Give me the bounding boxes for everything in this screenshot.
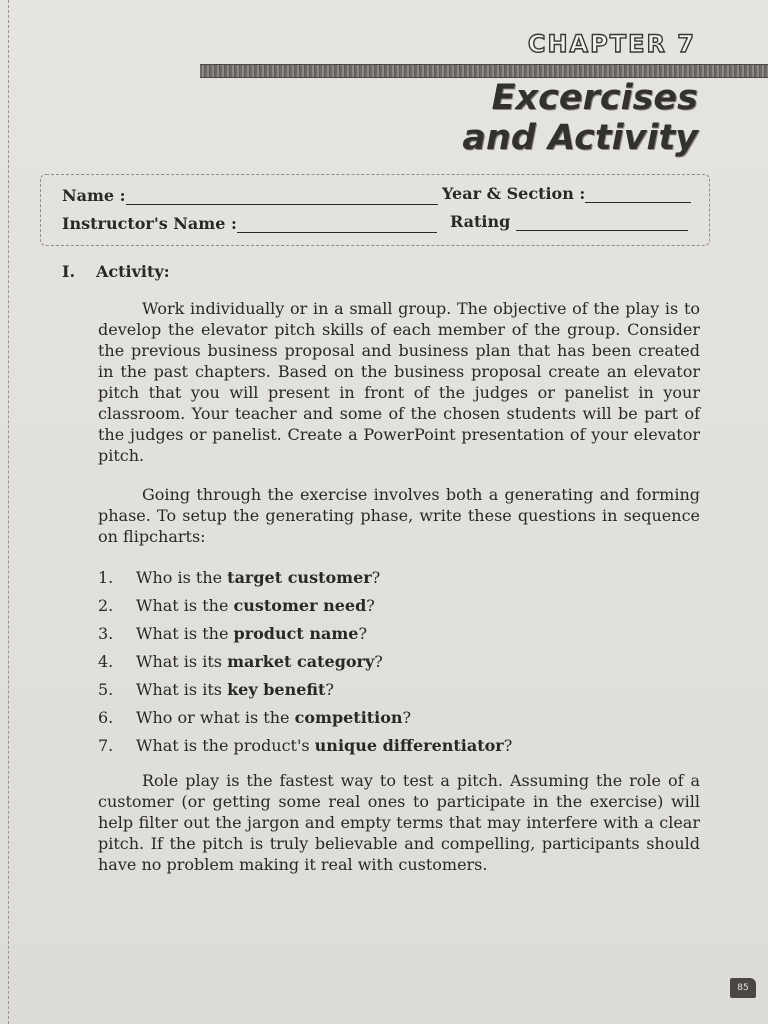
year-section-field xyxy=(442,184,691,203)
list-item: 6. Who or what is the competition? xyxy=(98,708,412,727)
list-item: 2. What is the customer need? xyxy=(98,596,375,615)
rating-field xyxy=(450,212,688,231)
title-decor-bar xyxy=(200,64,768,78)
title-line-1: Excercises xyxy=(491,78,698,118)
page-number: 85 xyxy=(730,978,756,998)
list-item: 3. What is the product name? xyxy=(98,624,368,643)
rating-blank xyxy=(516,216,688,231)
instructor-label: Instructor's Name : xyxy=(62,214,237,233)
paragraph-role-play: Role play is the fastest way to test a pitch. Assuming the role of a customer (or getting some real ones to participate in the exercise) will help filter out the jargon and empty terms that may interfere with a clear pitch. If the pitch is truly believable and compelling, participants should have no problem making it real with customers. xyxy=(98,771,700,874)
instructor-field xyxy=(62,214,437,233)
name-field xyxy=(62,186,438,205)
list-item: 1. Who is the target customer? xyxy=(98,568,381,587)
year-section-blank xyxy=(585,188,691,203)
list-item: 4. What is its market category? xyxy=(98,652,383,671)
list-item: 7. What is the product's unique differentiator? xyxy=(98,736,513,755)
paragraph-objective: Work individually or in a small group. The objective of the play is to develop the elevator pitch skills of each member of the group. Consider the previous business proposal and business plan that has been created in the past chapters. Based on the business proposal create an elevator pitch that you will present in front of the judges or panelist in your classroom. Your teacher and some of the chosen students will be part of the judges or panelist. Create a PowerPoint presentation of your elevator pitch. xyxy=(98,299,700,465)
chapter-label: CHAPTER 7 xyxy=(527,30,696,58)
instructor-blank xyxy=(237,218,437,233)
title-line-2: and Activity xyxy=(462,118,698,158)
section-number: I. xyxy=(62,262,76,281)
section-title: Activity: xyxy=(96,262,170,281)
question-list xyxy=(98,566,512,762)
name-blank xyxy=(126,190,438,205)
section-heading xyxy=(62,262,170,281)
paragraph-generating-phase: Going through the exercise involves both a generating and forming phase. To setup the generating phase, write these questions in sequence on flipcharts: xyxy=(98,485,700,546)
name-label: Name : xyxy=(62,186,126,205)
year-section-label: Year & Section : xyxy=(442,184,586,203)
page-title xyxy=(462,78,698,158)
rating-label: Rating xyxy=(450,212,511,231)
binding-margin-rule xyxy=(8,0,9,1024)
list-item: 5. What is its key benefit? xyxy=(98,680,334,699)
